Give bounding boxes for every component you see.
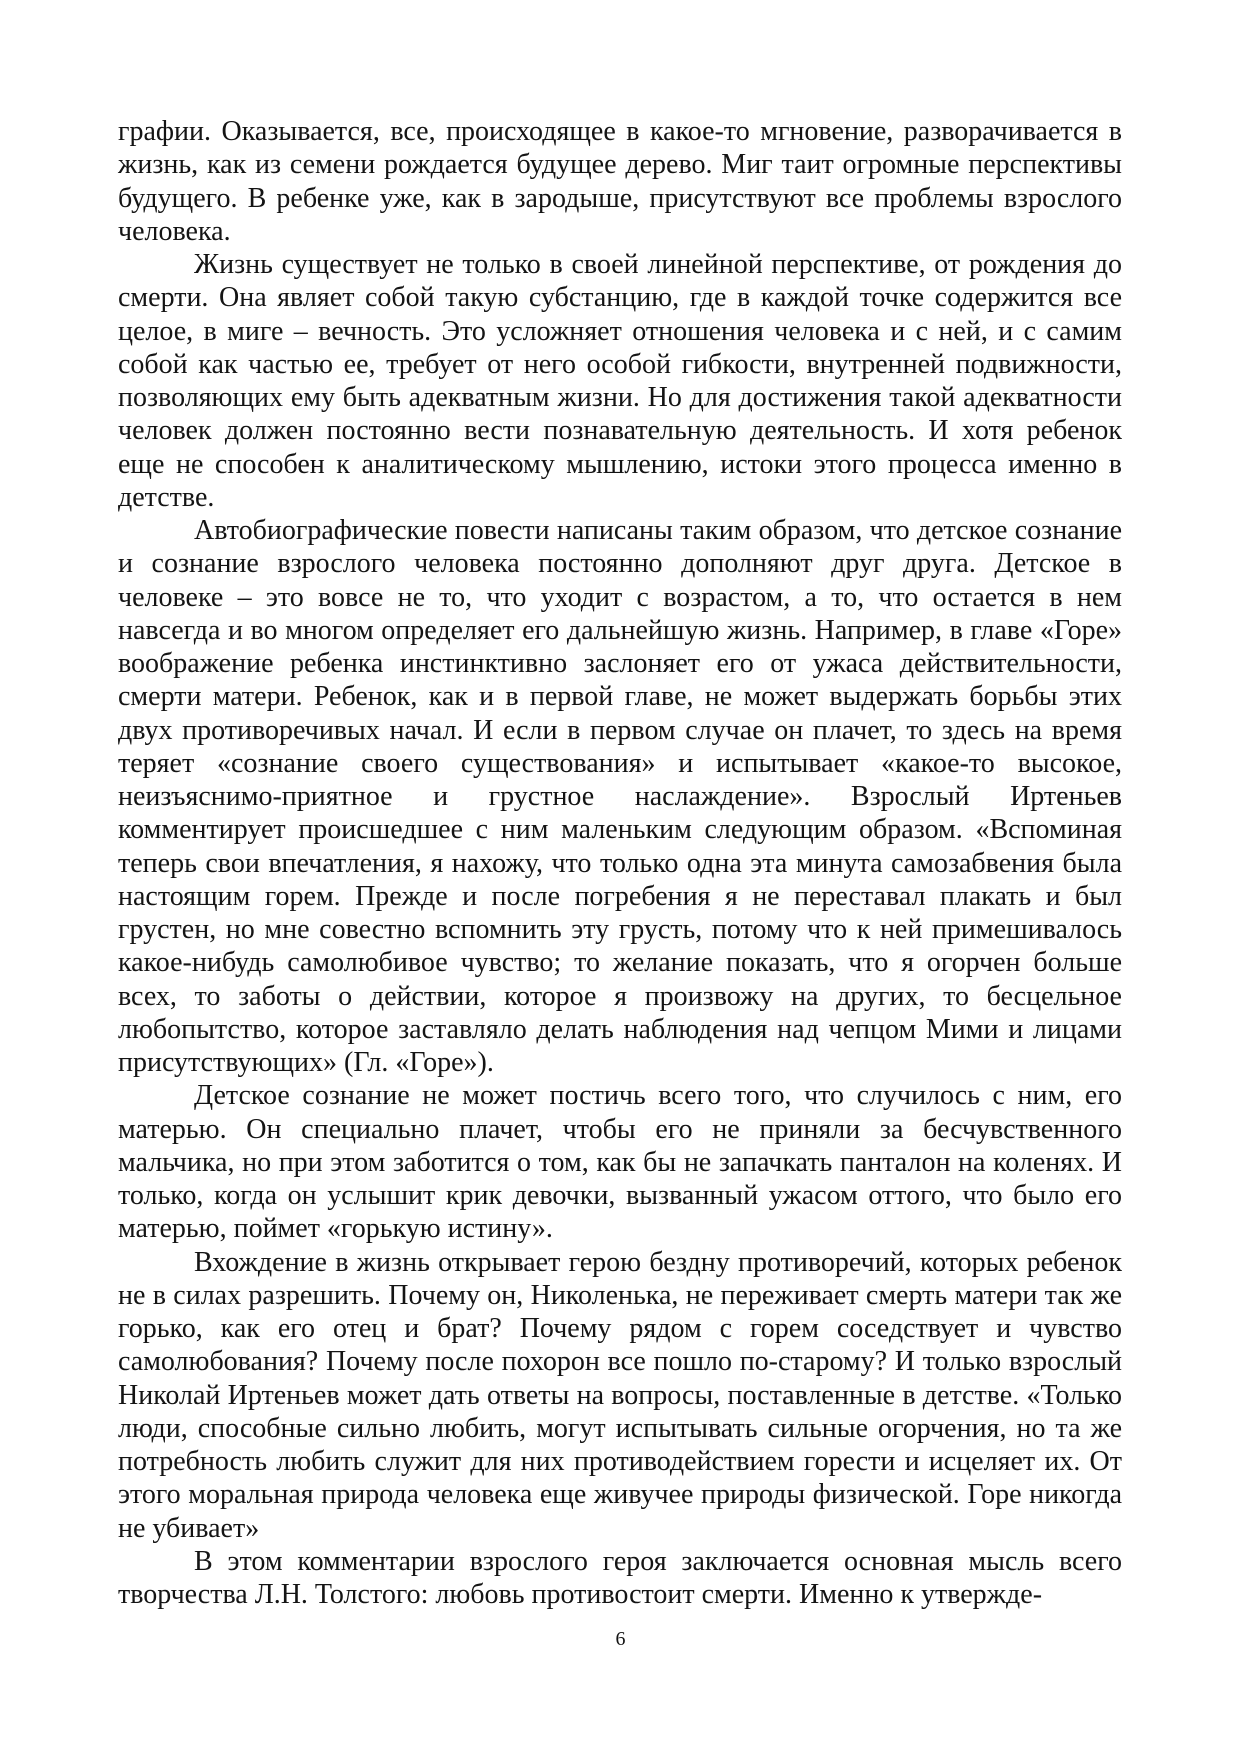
paragraph-last: В этом комментарии взрослого героя заключается основная мысль всего творчества Л.Н. Толстого: любовь противостоит смерти. Именно к утвержде-	[118, 1545, 1122, 1610]
paragraph: Жизнь существует не только в своей линейной перспективе, от рождения до смерти. Она являет собой такую субстанцию, где в каждой точке содержится все целое, в миге – вечность. Это усложняет отношения человека и с ней, и с самим собой как частью ее, требует от него особой гибкости, внутренней подвижности, позволяющих ему быть адекватным жизни. Но для достижения такой адекватности человек должен постоянно вести познавательную деятельность. И хотя ребенок еще не способен к аналитическому мышлению, истоки этого процесса именно в детстве.	[118, 249, 1122, 513]
paragraph-continuation: графии. Оказывается, все, происходящее в какое-то мгновение, разворачивается в жизнь, как из семени рождается будущее дерево. Миг таит огромные перспективы будущего. В ребенке уже, как в зародыше, присутствуют все проблемы взрослого человека.	[118, 116, 1122, 247]
body-text	[118, 115, 1122, 1611]
paragraph: Вхождение в жизнь открывает герою бездну противоречий, которых ребенок не в силах разрешить. Почему он, Николенька, не переживает смерть матери так же горько, как его отец и брат? Почему рядом с горем соседствует и чувство самолюбования? Почему после похорон все пошло по-старому? И только взрослый Николай Иртеньев может дать ответы на вопросы, поставленные в детстве. «Только люди, способные сильно любить, могут испытывать сильные огорчения, но та же потребность любить служит для них противодействием горести и исцеляет их. От этого моральная природа человека еще живучее природы физической. Горе никогда не убивает»	[118, 1246, 1122, 1544]
paragraph: Детское сознание не может постичь всего того, что случилось с ним, его матерью. Он специально плачет, чтобы его не приняли за бесчувственного мальчика, но при этом заботится о том, как бы не запачкать панталон на коленях. И только, когда он услышит крик девочки, вызванный ужасом оттого, что было его матерью, поймет «горькую истину».	[118, 1080, 1122, 1245]
paragraph: Автобиографические повести написаны таким образом, что детское сознание и сознание взрослого человека постоянно дополняют друг друга. Детское в человеке – это вовсе не то, что уходит с возрастом, а то, что остается в нем навсегда и во многом определяет его дальнейшую жизнь. Например, в главе «Горе» воображение ребенка инстинктивно заслоняет его от ужаса действительности, смерти матери. Ребенок, как и в первой главе, не может выдержать борьбы этих двух противоречивых начал. И если в первом случае он плачет, то здесь на время теряет «сознание своего существования» и испытывает «какое-то высокое, неизъяснимо-приятное и грустное наслаждение». Взрослый Иртеньев комментирует происшедшее с ним маленьким следующим образом. «Вспоминая теперь свои впечатления, я нахожу, что только одна эта минута самозабвения была настоящим горем. Прежде и после погребения я не переставал плакать и был грустен, но мне совестно вспомнить эту грусть, потому что к ней примешивалось какое-нибудь самолюбивое чувство; то желание показать, что я огорчен больше всех, то заботы о действии, которое я произвожу на других, то бесцельное любопытство, которое заставляло делать наблюдения над чепцом Мими и лицами присутствующих» (Гл. «Горе»).	[118, 515, 1122, 1078]
page-number: 6	[615, 1628, 626, 1650]
